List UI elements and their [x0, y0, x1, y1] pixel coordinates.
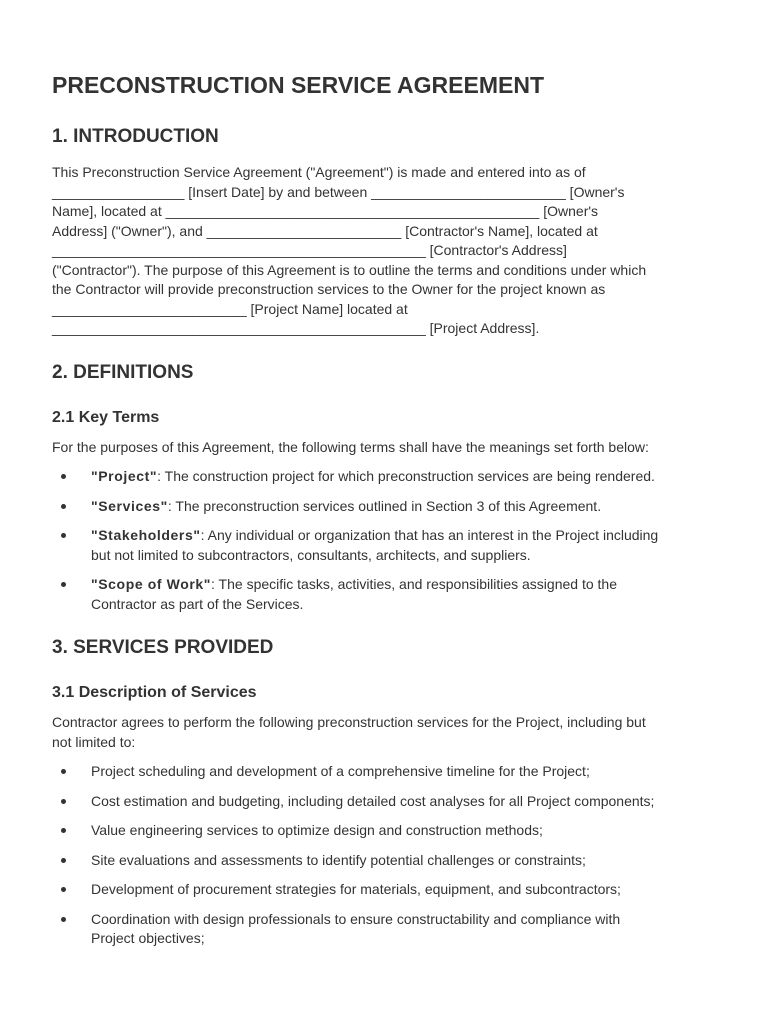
- definitions-intro: For the purposes of this Agreement, the following terms shall have the meanings set forth below:: [52, 438, 649, 455]
- definition-text: : The preconstruction services outlined in Section 3 of this Agreement.: [167, 497, 602, 514]
- definition-text: Contractor as part of the Services.: [91, 595, 304, 612]
- services-list-item: [52, 910, 720, 949]
- bullet-icon: [61, 533, 66, 538]
- bullet-icon: [61, 828, 66, 833]
- intro-line: ("Contractor"). The purpose of this Agreement is to outline the terms and conditions under which: [52, 261, 647, 278]
- definition-item-services: [52, 497, 720, 517]
- intro-line: Address] ("Owner"), and _________________________ [Contractor's Name], located at: [52, 222, 598, 239]
- key-terms-subheading: 2.1 Key Terms: [52, 408, 160, 426]
- intro-line: ________________________________________________ [Contractor's Address]: [52, 242, 567, 258]
- services-description-subheading: 3.1 Description of Services: [52, 684, 257, 701]
- definition-text: but not limited to subcontractors, consultants, architects, and suppliers.: [91, 546, 531, 563]
- services-intro-line: Contractor agrees to perform the following preconstruction services for the Project, including but: [52, 714, 646, 730]
- bullet-icon: [61, 504, 66, 509]
- bullet-icon: [61, 799, 66, 804]
- definition-text: : The construction project for which preconstruction services are being rendered.: [157, 468, 655, 484]
- services-list-item: [52, 821, 720, 841]
- definition-term: "Services": [91, 497, 168, 514]
- services-heading: 3. SERVICES PROVIDED: [52, 637, 274, 658]
- definition-text: : Any individual or organization that has an interest in the Project including: [200, 527, 659, 543]
- services-list-item: [52, 792, 720, 812]
- services-intro-line: not limited to:: [52, 733, 136, 750]
- bullet-icon: [61, 769, 66, 774]
- definition-item-project: [52, 467, 720, 487]
- services-list-item: [52, 851, 720, 871]
- bullet-icon: [61, 917, 66, 922]
- definition-text: : The specific tasks, activities, and responsibilities assigned to the: [211, 576, 617, 592]
- intro-line: This Preconstruction Service Agreement ("Agreement") is made and entered into as of: [52, 164, 586, 180]
- bullet-icon: [61, 582, 66, 587]
- intro-line: Name], located at ________________________________________________ [Owner's: [52, 203, 599, 219]
- bullet-icon: [61, 474, 66, 479]
- service-text: Coordination with design professionals to ensure constructability and compliance with: [91, 910, 621, 927]
- bullet-icon: [61, 887, 66, 892]
- intro-line: ________________________________________________ [Project Address].: [52, 320, 540, 336]
- service-text: Value engineering services to optimize design and construction methods;: [91, 822, 543, 838]
- service-text: Cost estimation and budgeting, including detailed cost analyses for all Project components;: [91, 792, 655, 809]
- definition-term: "Scope of Work": [91, 576, 212, 592]
- introduction-section: [52, 125, 720, 339]
- services-list: [52, 762, 720, 949]
- definition-item-scope-of-work: [52, 575, 720, 614]
- intro-line: the Contractor will provide preconstruction services to the Owner for the project known as: [52, 281, 606, 297]
- intro-line: _________________ [Insert Date] by and between _________________________ [Owner's: [52, 183, 625, 200]
- definition-item-stakeholders: [52, 526, 720, 565]
- introduction-paragraph: [52, 163, 720, 339]
- service-text: Site evaluations and assessments to identify potential challenges or constraints;: [91, 851, 586, 868]
- service-text: Development of procurement strategies for materials, equipment, and subcontractors;: [91, 881, 621, 897]
- services-intro: [52, 713, 720, 752]
- definitions-heading: 2. DEFINITIONS: [52, 361, 194, 383]
- introduction-heading: 1. INTRODUCTION: [52, 126, 219, 147]
- document-page: [52, 70, 720, 949]
- document-title: PRECONSTRUCTION SERVICE AGREEMENT: [52, 72, 544, 98]
- service-text: Project objectives;: [91, 930, 205, 946]
- service-text: Project scheduling and development of a comprehensive timeline for the Project;: [91, 763, 590, 779]
- services-section: [52, 636, 720, 949]
- services-list-item: [52, 762, 720, 782]
- bullet-icon: [61, 858, 66, 863]
- intro-line: _________________________ [Project Name] located at: [52, 300, 408, 317]
- definition-term: "Project": [91, 468, 158, 484]
- definitions-section: [52, 361, 720, 615]
- services-list-item: [52, 880, 720, 900]
- definitions-list: [52, 467, 720, 614]
- definition-term: "Stakeholders": [91, 527, 201, 543]
